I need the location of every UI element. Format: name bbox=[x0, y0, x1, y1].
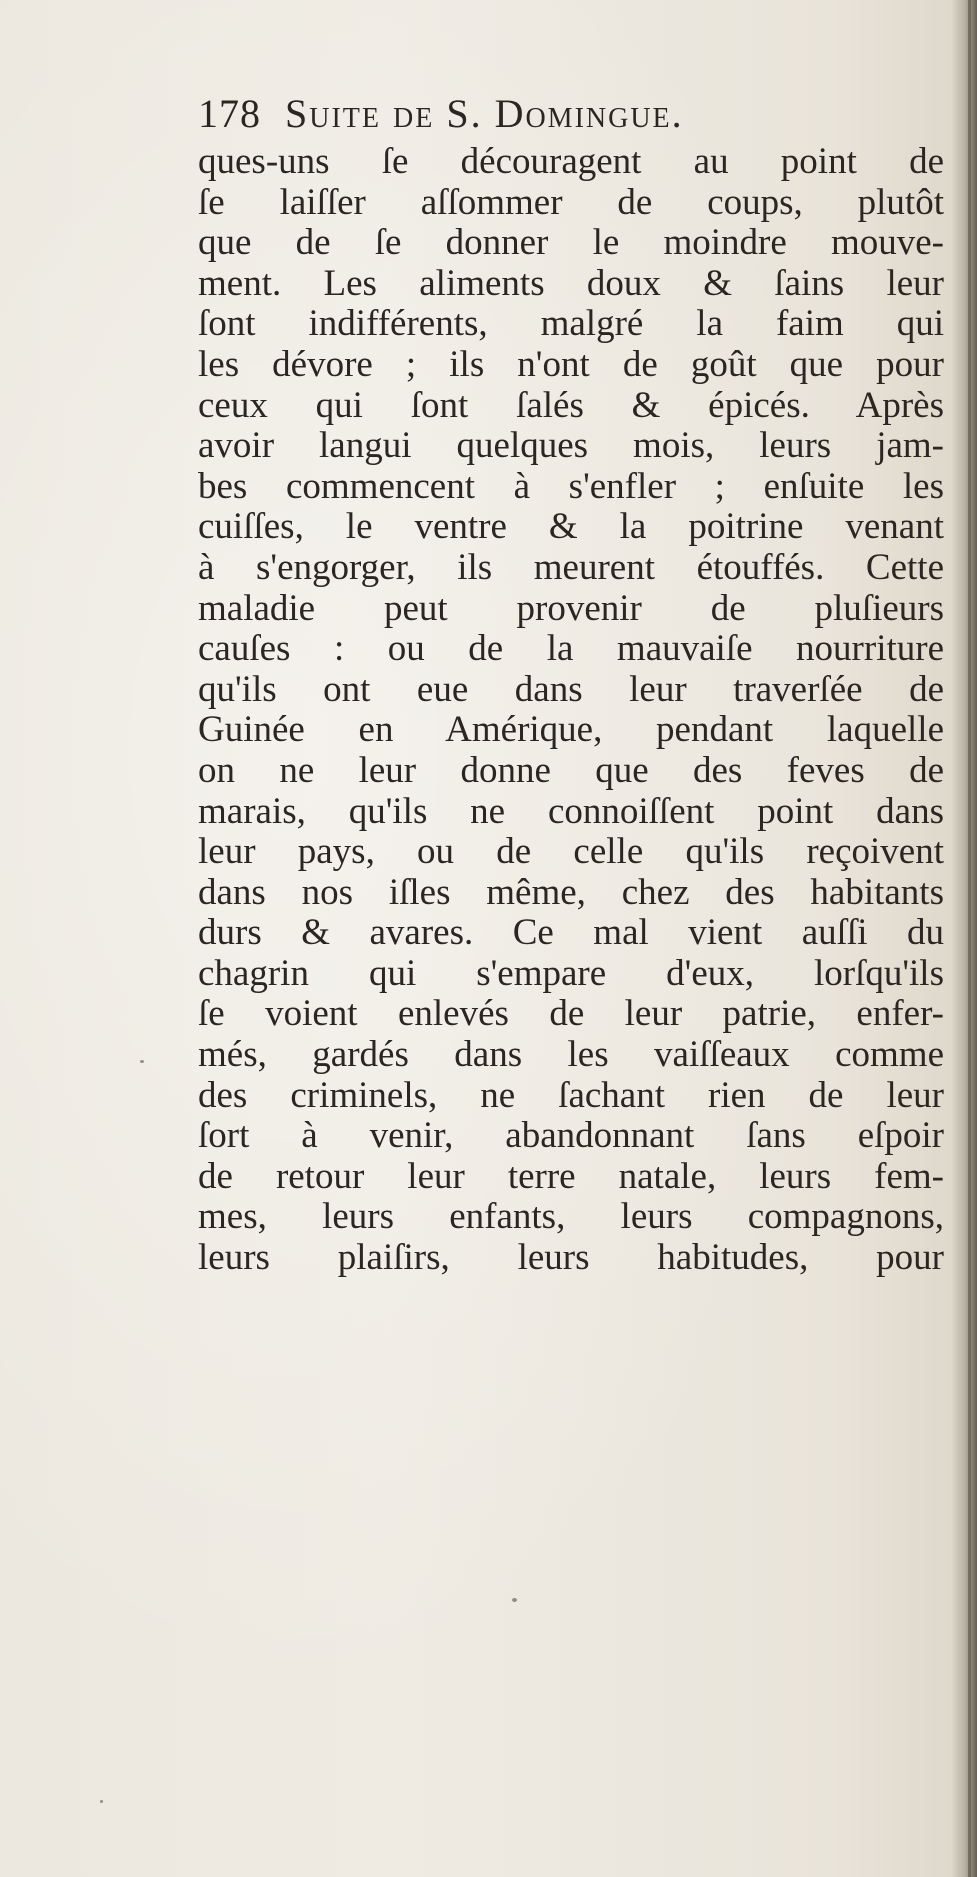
text-line: on ne leur donne que des feves de bbox=[198, 750, 944, 791]
text-line: avoir langui quelques mois, leurs jam- bbox=[198, 426, 944, 467]
text-line: leur pays, ou de celle qu'ils reçoivent bbox=[198, 832, 944, 873]
text-line: les dévore ; ils n'ont de goût que pour bbox=[198, 344, 944, 385]
text-line: ment. Les aliments doux & ſains leur bbox=[198, 263, 944, 304]
text-line: que de ſe donner le moindre mouve- bbox=[198, 223, 944, 264]
text-line: ceux qui ſont ſalés & épicés. Après bbox=[198, 385, 944, 426]
text-line: à s'engorger, ils meurent étouffés. Cette bbox=[198, 547, 944, 588]
running-head-title: Suite de S. Domingue. bbox=[285, 91, 684, 136]
text-line: qu'ils ont eue dans leur traverſée de bbox=[198, 669, 944, 710]
text-line: ſe laiſſer aſſommer de coups, plutôt bbox=[198, 182, 944, 223]
text-line: chagrin qui s'empare d'eux, lorſqu'ils bbox=[198, 953, 944, 994]
running-head bbox=[198, 90, 944, 138]
text-line: ques-uns ſe découragent au point de bbox=[198, 142, 944, 182]
text-line: marais, qu'ils ne connoiſſent point dans bbox=[198, 791, 944, 832]
text-line: maladie peut provenir de pluſieurs bbox=[198, 588, 944, 629]
text-line: cauſes : ou de la mauvaiſe nourriture bbox=[198, 629, 944, 670]
text-line: dans nos iſles même, chez des habitants bbox=[198, 872, 944, 913]
paper-speck bbox=[512, 1598, 517, 1602]
text-line: des criminels, ne ſachant rien de leur bbox=[198, 1075, 944, 1116]
text-line: durs & avares. Ce mal vient auſſi du bbox=[198, 913, 944, 954]
page-edge-shadow bbox=[951, 0, 977, 1877]
text-line: ſort à venir, abandonnant ſans eſpoir bbox=[198, 1116, 944, 1157]
text-line: Guinée en Amérique, pendant laquelle bbox=[198, 710, 944, 751]
paper-speck bbox=[100, 1800, 103, 1803]
text-block bbox=[198, 90, 944, 1279]
text-line: cuiſſes, le ventre & la poitrine venant bbox=[198, 507, 944, 548]
page-number: 178 bbox=[198, 91, 261, 136]
text-line: ſe voient enlevés de leur patrie, enfer- bbox=[198, 994, 944, 1035]
text-line: mes, leurs enfants, leurs compagnons, bbox=[198, 1197, 944, 1238]
text-line: leurs plaiſirs, leurs habitudes, pour bbox=[198, 1238, 944, 1279]
text-line: bes commencent à s'enfler ; enſuite les bbox=[198, 466, 944, 507]
text-line: ſont indifférents, malgré la faim qui bbox=[198, 304, 944, 345]
text-line: de retour leur terre natale, leurs fem- bbox=[198, 1156, 944, 1197]
paper-speck bbox=[140, 1060, 144, 1063]
text-line: més, gardés dans les vaiſſeaux comme bbox=[198, 1035, 944, 1076]
page-edge-line bbox=[968, 0, 971, 1877]
